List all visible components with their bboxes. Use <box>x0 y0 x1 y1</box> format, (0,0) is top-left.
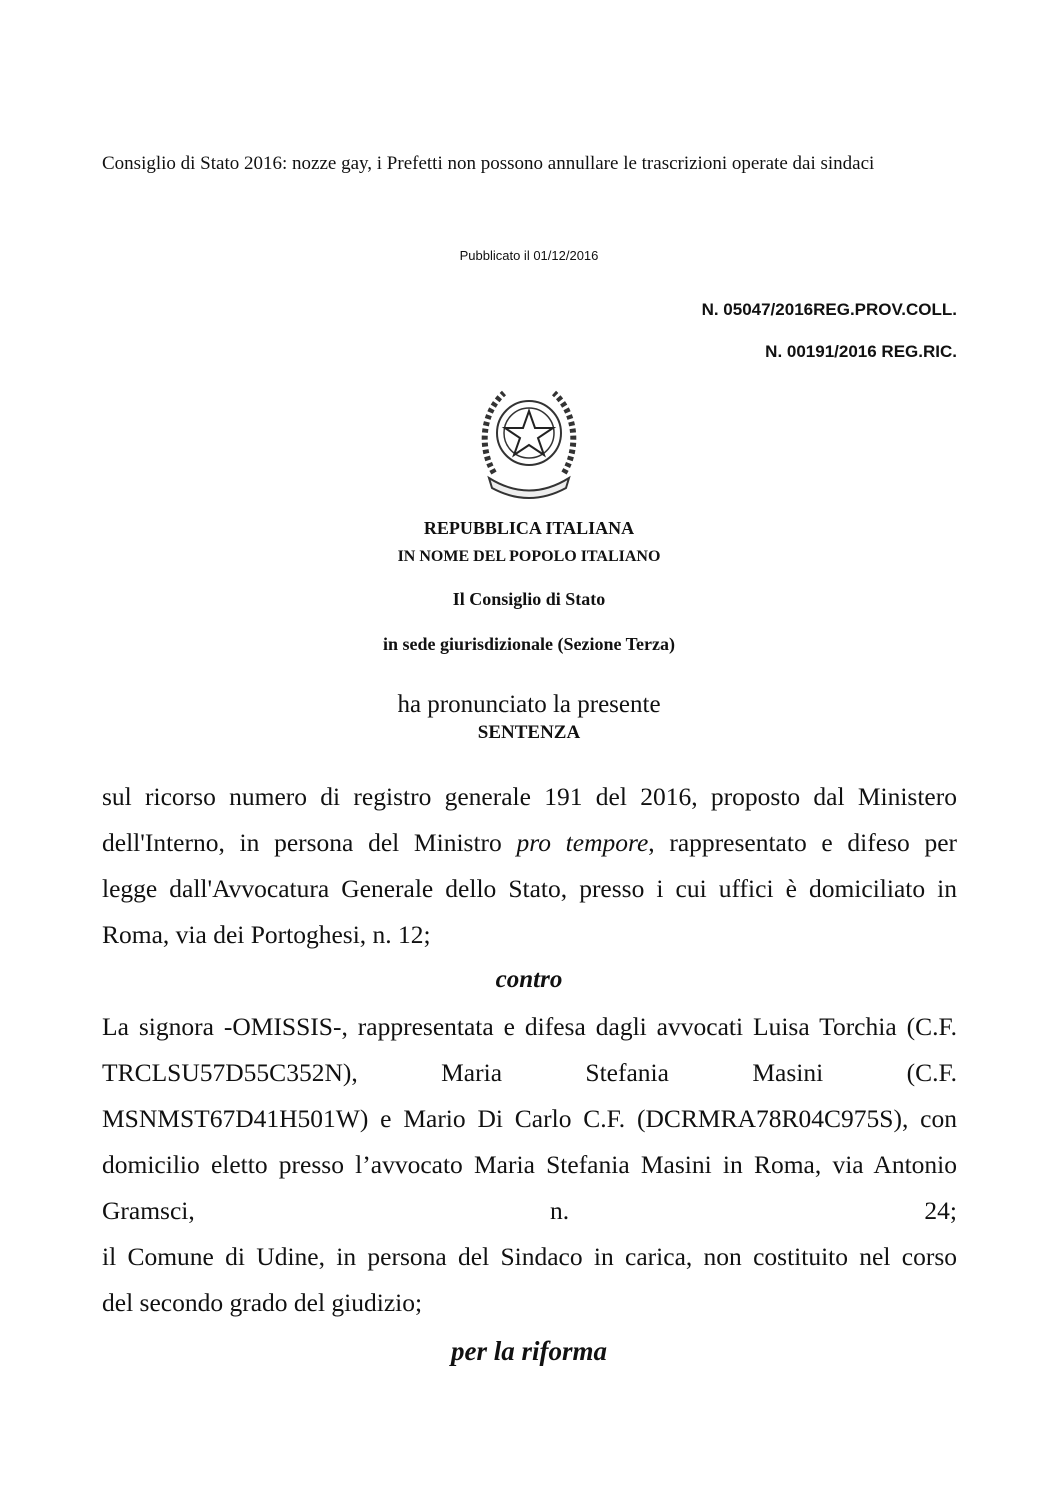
contro-heading: contro <box>495 966 563 993</box>
document-title: Consiglio di Stato 2016: nozze gay, i Prefetti non possono annullare le trascrizioni operate dai sindaci <box>102 153 875 174</box>
body-line: Gramsci, n. 24; <box>102 1196 957 1225</box>
body-line: del secondo grado del giudizio; <box>102 1288 423 1317</box>
body-line: sul ricorso numero di registro generale 191 del 2016, proposto dal Ministero <box>102 782 957 811</box>
body-line: domicilio eletto presso l’avvocato Maria Stefania Masini in Roma, via Antonio <box>102 1150 957 1179</box>
sentence-heading: SENTENZA <box>477 722 581 743</box>
text: , rappresentato e difeso per <box>648 828 958 857</box>
body-line: La signora -OMISSIS-, rappresentata e difesa dagli avvocati Luisa Torchia (C.F. <box>102 1012 957 1041</box>
council-heading: Il Consiglio di Stato <box>452 589 606 609</box>
reg-prov-coll-number: N. 05047/2016REG.PROV.COLL. <box>701 300 957 319</box>
per-la-riforma-heading: per la riforma <box>450 1336 607 1366</box>
body-line: legge dall'Avvocatura Generale dello Stato, presso i cui uffici è domiciliato in <box>102 874 957 903</box>
italic-text: pro tempore <box>516 828 649 857</box>
pronounced-text: ha pronunciato la presente <box>397 691 661 718</box>
reg-ric-number: N. 00191/2016 REG.RIC. <box>765 342 957 361</box>
republic-heading: REPUBBLICA ITALIANA <box>423 518 635 538</box>
body-line: MSNMST67D41H501W) e Mario Di Carlo C.F. (DCRMRA78R04C975S), con <box>102 1104 957 1133</box>
publication-date: Pubblicato il 01/12/2016 <box>459 248 599 263</box>
section-heading: in sede giurisdizionale (Sezione Terza) <box>383 634 675 654</box>
people-heading: IN NOME DEL POPOLO ITALIANO <box>397 548 661 565</box>
body-line: TRCLSU57D55C352N), Maria Stefania Masini (C.F. <box>102 1058 957 1087</box>
emblem-of-italy-icon <box>474 378 584 502</box>
body-line <box>102 828 957 858</box>
body-line: Roma, via dei Portoghesi, n. 12; <box>102 920 431 949</box>
body-line: il Comune di Udine, in persona del Sindaco in carica, non costituito nel corso <box>102 1242 957 1271</box>
text: dell'Interno, in persona del Ministro <box>102 828 502 857</box>
